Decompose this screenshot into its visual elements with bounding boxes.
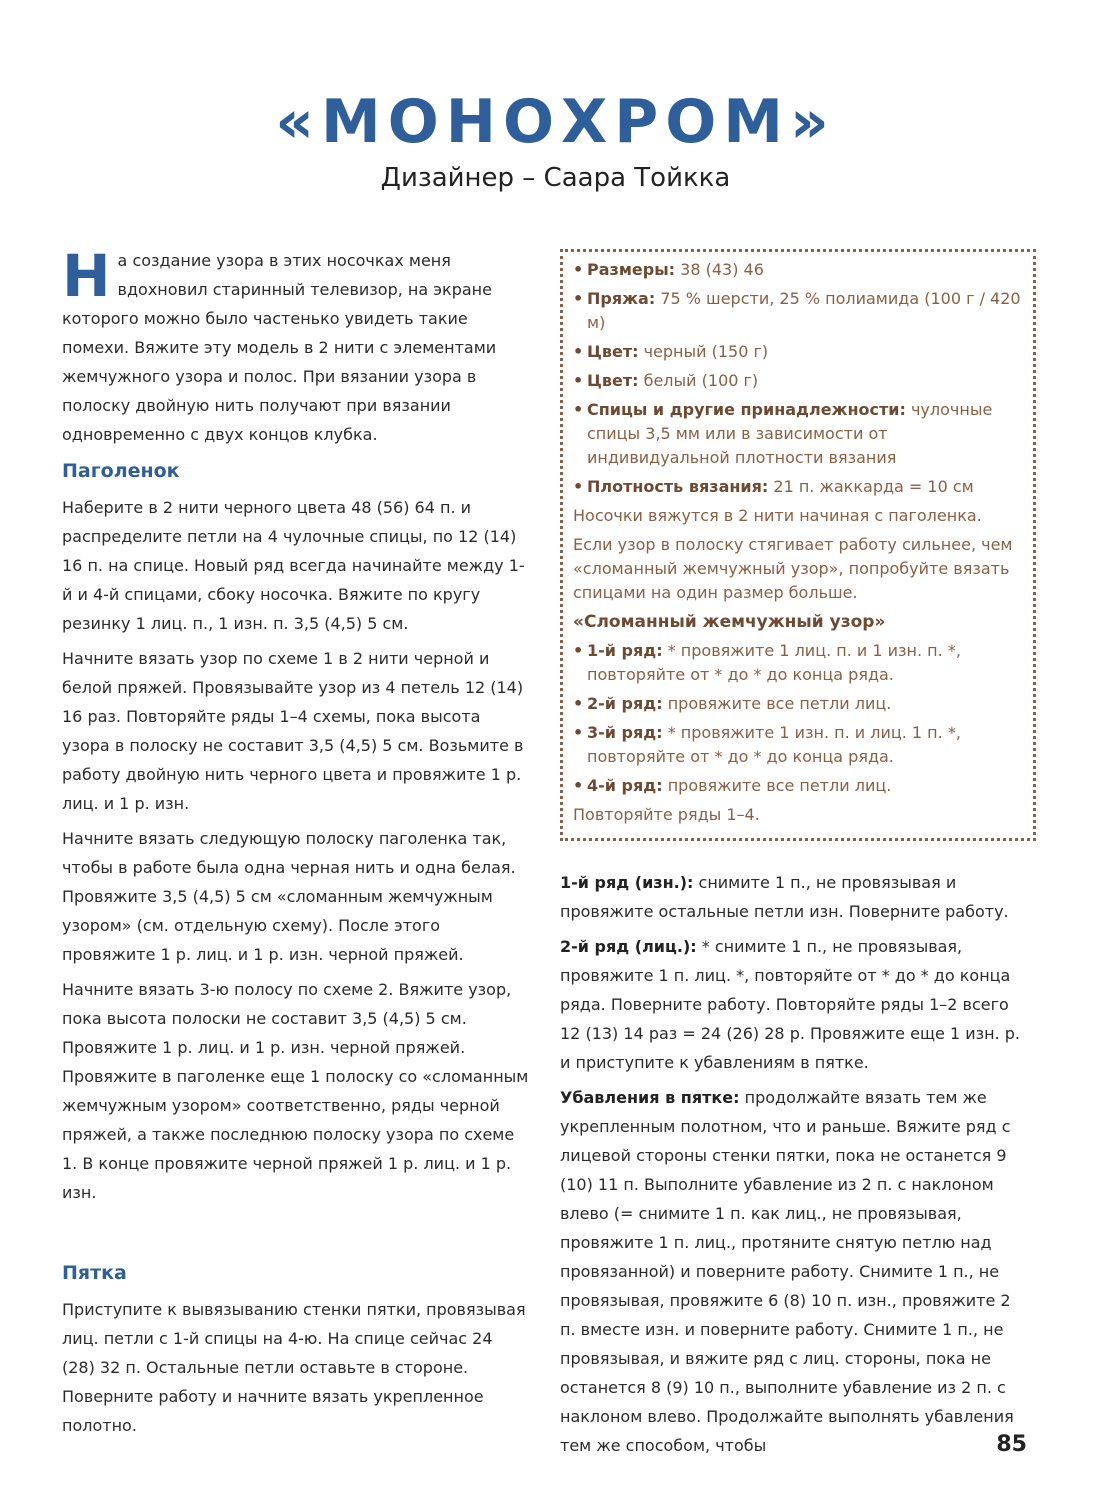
bullet-icon: •: [573, 400, 584, 419]
instruction-label: Убавления в пятке:: [560, 1088, 740, 1107]
bullet-icon: •: [573, 289, 584, 308]
bullet-icon: •: [573, 371, 584, 390]
left-column: [62, 242, 530, 1446]
instruction-text: продолжайте вязать тем же укрепленным полотном, что и раньше. Вяжите ряд с лицевой стороны стенки пятки, пока не останется 9 (10) 11 п. Выполните убавление из 2 п. с наклоном влево (= снимите 1 п. как лиц., не провязывая, провяжите 1 п. лиц., протяните снятую петлю над провязанной) и поверните работу. Снимите 1 п., не провязывая, провяжите 6 (8) 10 п. изн., провяжите 2 п. вместе изн. и поверните работу. Снимите 1 п., не провязывая, и вяжите ряд с лиц. стороны, пока не останется 8 (9) 10 п., выполните убавление из 2 п. с наклоном влево. Продолжайте выполнять убавления тем же способом, чтобы: [560, 1088, 1014, 1455]
intro-paragraph: [62, 242, 530, 449]
instruction-label: 2-й ряд (лиц.):: [560, 937, 697, 956]
row-text: * провяжите 1 лиц. п. и 1 изн. п. *, повторяйте от * до * до конца ряда.: [587, 641, 961, 684]
box-note: Если узор в полоску стягивает работу сильнее, чем «сломанный жемчужный узор», попробуйте вязать спицами на один размер больше.: [573, 535, 1013, 602]
spec-item: [573, 369, 1025, 393]
spec-item: [573, 258, 1025, 282]
pattern-row: [573, 639, 1025, 687]
bullet-icon: •: [573, 723, 584, 742]
pattern-heading: «Сломанный жемчужный узор»: [573, 612, 886, 632]
spec-value: чулочные спицы 3,5 мм или в зависимости от индивидуальной плотности вязания: [587, 400, 993, 467]
heel-paragraph: Приступите к вывязыванию стенки пятки, провязывая лиц. петли с 1-й спицы на 4-ю. На спице сейчас 24 (28) 32 п. Остальные петли оставьте в стороне. Поверните работу и начните вязать укрепленное полотно.: [62, 1300, 526, 1435]
bullet-icon: •: [573, 260, 584, 279]
box-note: Носочки вяжутся в 2 нити начиная с паголенка.: [573, 506, 982, 525]
right-column: [560, 868, 1025, 1466]
spec-value: 75 % шерсти, 25 % полиамида (100 г / 420 м): [587, 289, 1021, 332]
pattern-row: [573, 721, 1025, 769]
bullet-icon: •: [573, 694, 584, 713]
section-heading-cuff: Паголенок: [62, 460, 180, 482]
instruction-label: 1-й ряд (изн.):: [560, 873, 694, 892]
cuff-paragraph: Наберите в 2 нити черного цвета 48 (56) 64 п. и распределите петли на 4 чулочные спицы, по 12 (14) 16 п. на спице. Новый ряд всегда начинайте между 1-й и 4-й спицами, сбоку носочка. Вяжите по кругу резинку 1 лиц. п., 1 изн. п. 3,5 (4,5) 5 см.: [62, 498, 525, 633]
row-label: 3-й ряд:: [587, 723, 663, 742]
bullet-icon: •: [573, 776, 584, 795]
pattern-repeat: Повторяйте ряды 1–4.: [573, 805, 760, 824]
instruction-paragraph: [560, 1083, 1025, 1460]
instruction-paragraph: [560, 868, 1025, 926]
row-text: провяжите все петли лиц.: [662, 776, 892, 795]
cuff-paragraph: Начните вязать следующую полоску паголенка так, чтобы в работе была одна черная нить и одна белая. Провяжите 3,5 (4,5) 5 см «сломанным жемчужным узором» (см. отдельную схему). После этого провяжите 1 р. лиц. и 1 р. изн. черной пряжей.: [62, 829, 516, 964]
row-label: 2-й ряд:: [587, 694, 663, 713]
section-heading-heel: Пятка: [62, 1262, 127, 1284]
cuff-paragraph: Начните вязать 3-ю полосу по схеме 2. Вяжите узор, пока высота полоски не составит 3,5 (4,5) 5 см. Провяжите 1 р. лиц. и 1 р. изн. черной пряжей. Провяжите в паголенке еще 1 полоску со «сломанным жемчужным узором» соответственно, ряды черной пряжей, а также последнюю полоску узора по схеме 1. В конце провяжите черной пряжей 1 р. лиц. и 1 р. изн.: [62, 980, 529, 1202]
bullet-icon: •: [573, 641, 584, 660]
instruction-paragraph: [560, 932, 1025, 1077]
materials-box: [560, 249, 1036, 841]
spec-item: [573, 398, 1025, 470]
pattern-row: [573, 692, 1025, 716]
spec-value: белый (100 г): [638, 371, 759, 390]
designer-credit: Дизайнер – Саара Тойкка: [380, 163, 731, 193]
spec-label: Плотность вязания:: [587, 477, 769, 496]
drop-cap: Н: [62, 242, 111, 310]
spec-value: черный (150 г): [638, 342, 769, 361]
intro-text: а создание узора в этих носочках меня вдохновил старинный телевизор, на экране которого можно было частенько увидеть такие помехи. Вяжите эту модель в 2 нити с элементами жемчужного узора и полос. При вязании узора в полоску двойную нить получают при вязании одновременно с двух концов клубка.: [62, 251, 497, 444]
row-text: * провяжите 1 изн. п. и лиц. 1 п. *, повторяйте от * до * до конца ряда.: [587, 723, 961, 766]
spec-label: Размеры:: [587, 260, 676, 279]
cuff-paragraph: Начните вязать узор по схеме 1 в 2 нити черной и белой пряжей. Провязывайте узор из 4 петель 12 (14) 16 раз. Повторяйте ряды 1–4 схемы, пока высота узора в полоску не составит 3,5 (4,5) 5 см. Возьмите в работу двойную нить черного цвета и провяжите 1 р. лиц. и 1 р. изн.: [62, 649, 524, 813]
instruction-text: * снимите 1 п., не провязывая, провяжите 1 п. лиц. *, повторяйте от * до * до конца ряда. Поверните работу. Повторяйте ряды 1–2 всего 12 (13) 14 раз = 24 (26) 28 р. Провяжите еще 1 изн. р. и приступите к убавлениям в пятке.: [560, 937, 1020, 1072]
spec-item: [573, 475, 1025, 499]
bullet-icon: •: [573, 342, 584, 361]
spec-value: 21 п. жаккарда = 10 см: [768, 477, 974, 496]
page-title: «МОНОХРОМ»: [275, 87, 836, 157]
spec-label: Пряжа:: [587, 289, 656, 308]
row-text: провяжите все петли лиц.: [662, 694, 892, 713]
row-label: 4-й ряд:: [587, 776, 663, 795]
instruction-text: снимите 1 п., не провязывая и провяжите остальные петли изн. Поверните работу.: [560, 873, 1009, 921]
bullet-icon: •: [573, 477, 584, 496]
spec-item: [573, 340, 1025, 364]
spec-value: 38 (43) 46: [675, 260, 764, 279]
spec-label: Цвет:: [587, 371, 639, 390]
pattern-row: [573, 774, 1025, 798]
spec-label: Цвет:: [587, 342, 639, 361]
page-number: 85: [996, 1432, 1027, 1457]
row-label: 1-й ряд:: [587, 641, 663, 660]
spec-label: Спицы и другие принадлежности:: [587, 400, 906, 419]
spec-item: [573, 287, 1025, 335]
